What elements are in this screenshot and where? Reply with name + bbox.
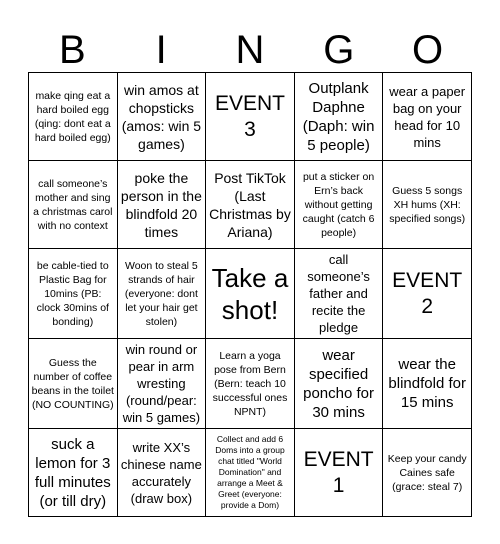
board-row-3 [29, 249, 472, 339]
bingo-cell[interactable]: Learn a yoga pose from Bern (Bern: teach 10 successful ones NPNT) [206, 339, 295, 429]
bingo-cell[interactable]: wear specified poncho for 30 mins [294, 339, 383, 429]
bingo-cell[interactable]: Collect and add 6 Doms into a group chat titled "World Domination" and arrange a Meet & Greet (everyone: provide a Dom) [206, 429, 295, 517]
bingo-cell[interactable]: win round or pear in arm wresting (round/pear: win 5 games) [117, 339, 206, 429]
board-row-1 [29, 73, 472, 161]
header-letter-b: B [59, 28, 86, 72]
free-space-cell[interactable]: Take a shot! [206, 249, 295, 339]
bingo-cell[interactable]: make qing eat a hard boiled egg (qing: dont eat a hard boiled egg) [29, 73, 118, 161]
bingo-cell[interactable]: Woon to steal 5 strands of hair (everyone: dont let your hair get stolen) [117, 249, 206, 339]
header-letter-o: O [412, 28, 444, 72]
bingo-cell[interactable]: wear the blindfold for 15 mins [383, 339, 472, 429]
header-letter-g: G [323, 28, 355, 72]
bingo-board [28, 72, 472, 517]
bingo-cell[interactable]: put a sticker on Ern’s back without getting caught (catch 6 people) [294, 161, 383, 249]
bingo-cell[interactable]: Outplank Daphne (Daph: win 5 people) [294, 73, 383, 161]
bingo-cell[interactable]: EVENT 2 [383, 249, 472, 339]
bingo-cell[interactable]: call someone’s father and recite the pledge [294, 249, 383, 339]
board-row-4 [29, 339, 472, 429]
bingo-cell[interactable]: write XX’s chinese name accurately (draw box) [117, 429, 206, 517]
bingo-cell[interactable]: win amos at chopsticks (amos: win 5 games) [117, 73, 206, 161]
board-row-5 [29, 429, 472, 517]
bingo-cell[interactable]: wear a paper bag on your head for 10 mins [383, 73, 472, 161]
bingo-header [28, 28, 472, 72]
bingo-cell[interactable]: Guess 5 songs XH hums (XH: specified songs) [383, 161, 472, 249]
bingo-cell[interactable]: Guess the number of coffee beans in the toilet (NO COUNTING) [29, 339, 118, 429]
bingo-cell[interactable]: poke the person in the blindfold 20 times [117, 161, 206, 249]
bingo-cell[interactable]: EVENT 1 [294, 429, 383, 517]
bingo-cell[interactable]: call someone’s mother and sing a christmas carol with no context [29, 161, 118, 249]
header-letter-i: I [155, 28, 167, 72]
bingo-cell[interactable]: suck a lemon for 3 full minutes (or till dry) [29, 429, 118, 517]
header-letter-n: N [235, 28, 265, 72]
board-row-2 [29, 161, 472, 249]
bingo-cell[interactable]: EVENT 3 [206, 73, 295, 161]
bingo-cell[interactable]: Keep your candy Caines safe (grace: steal 7) [383, 429, 472, 517]
bingo-cell[interactable]: Post TikTok (Last Christmas by Ariana) [206, 161, 295, 249]
bingo-cell[interactable]: be cable-tied to Plastic Bag for 10mins (PB: clock 30mins of bonding) [29, 249, 118, 339]
